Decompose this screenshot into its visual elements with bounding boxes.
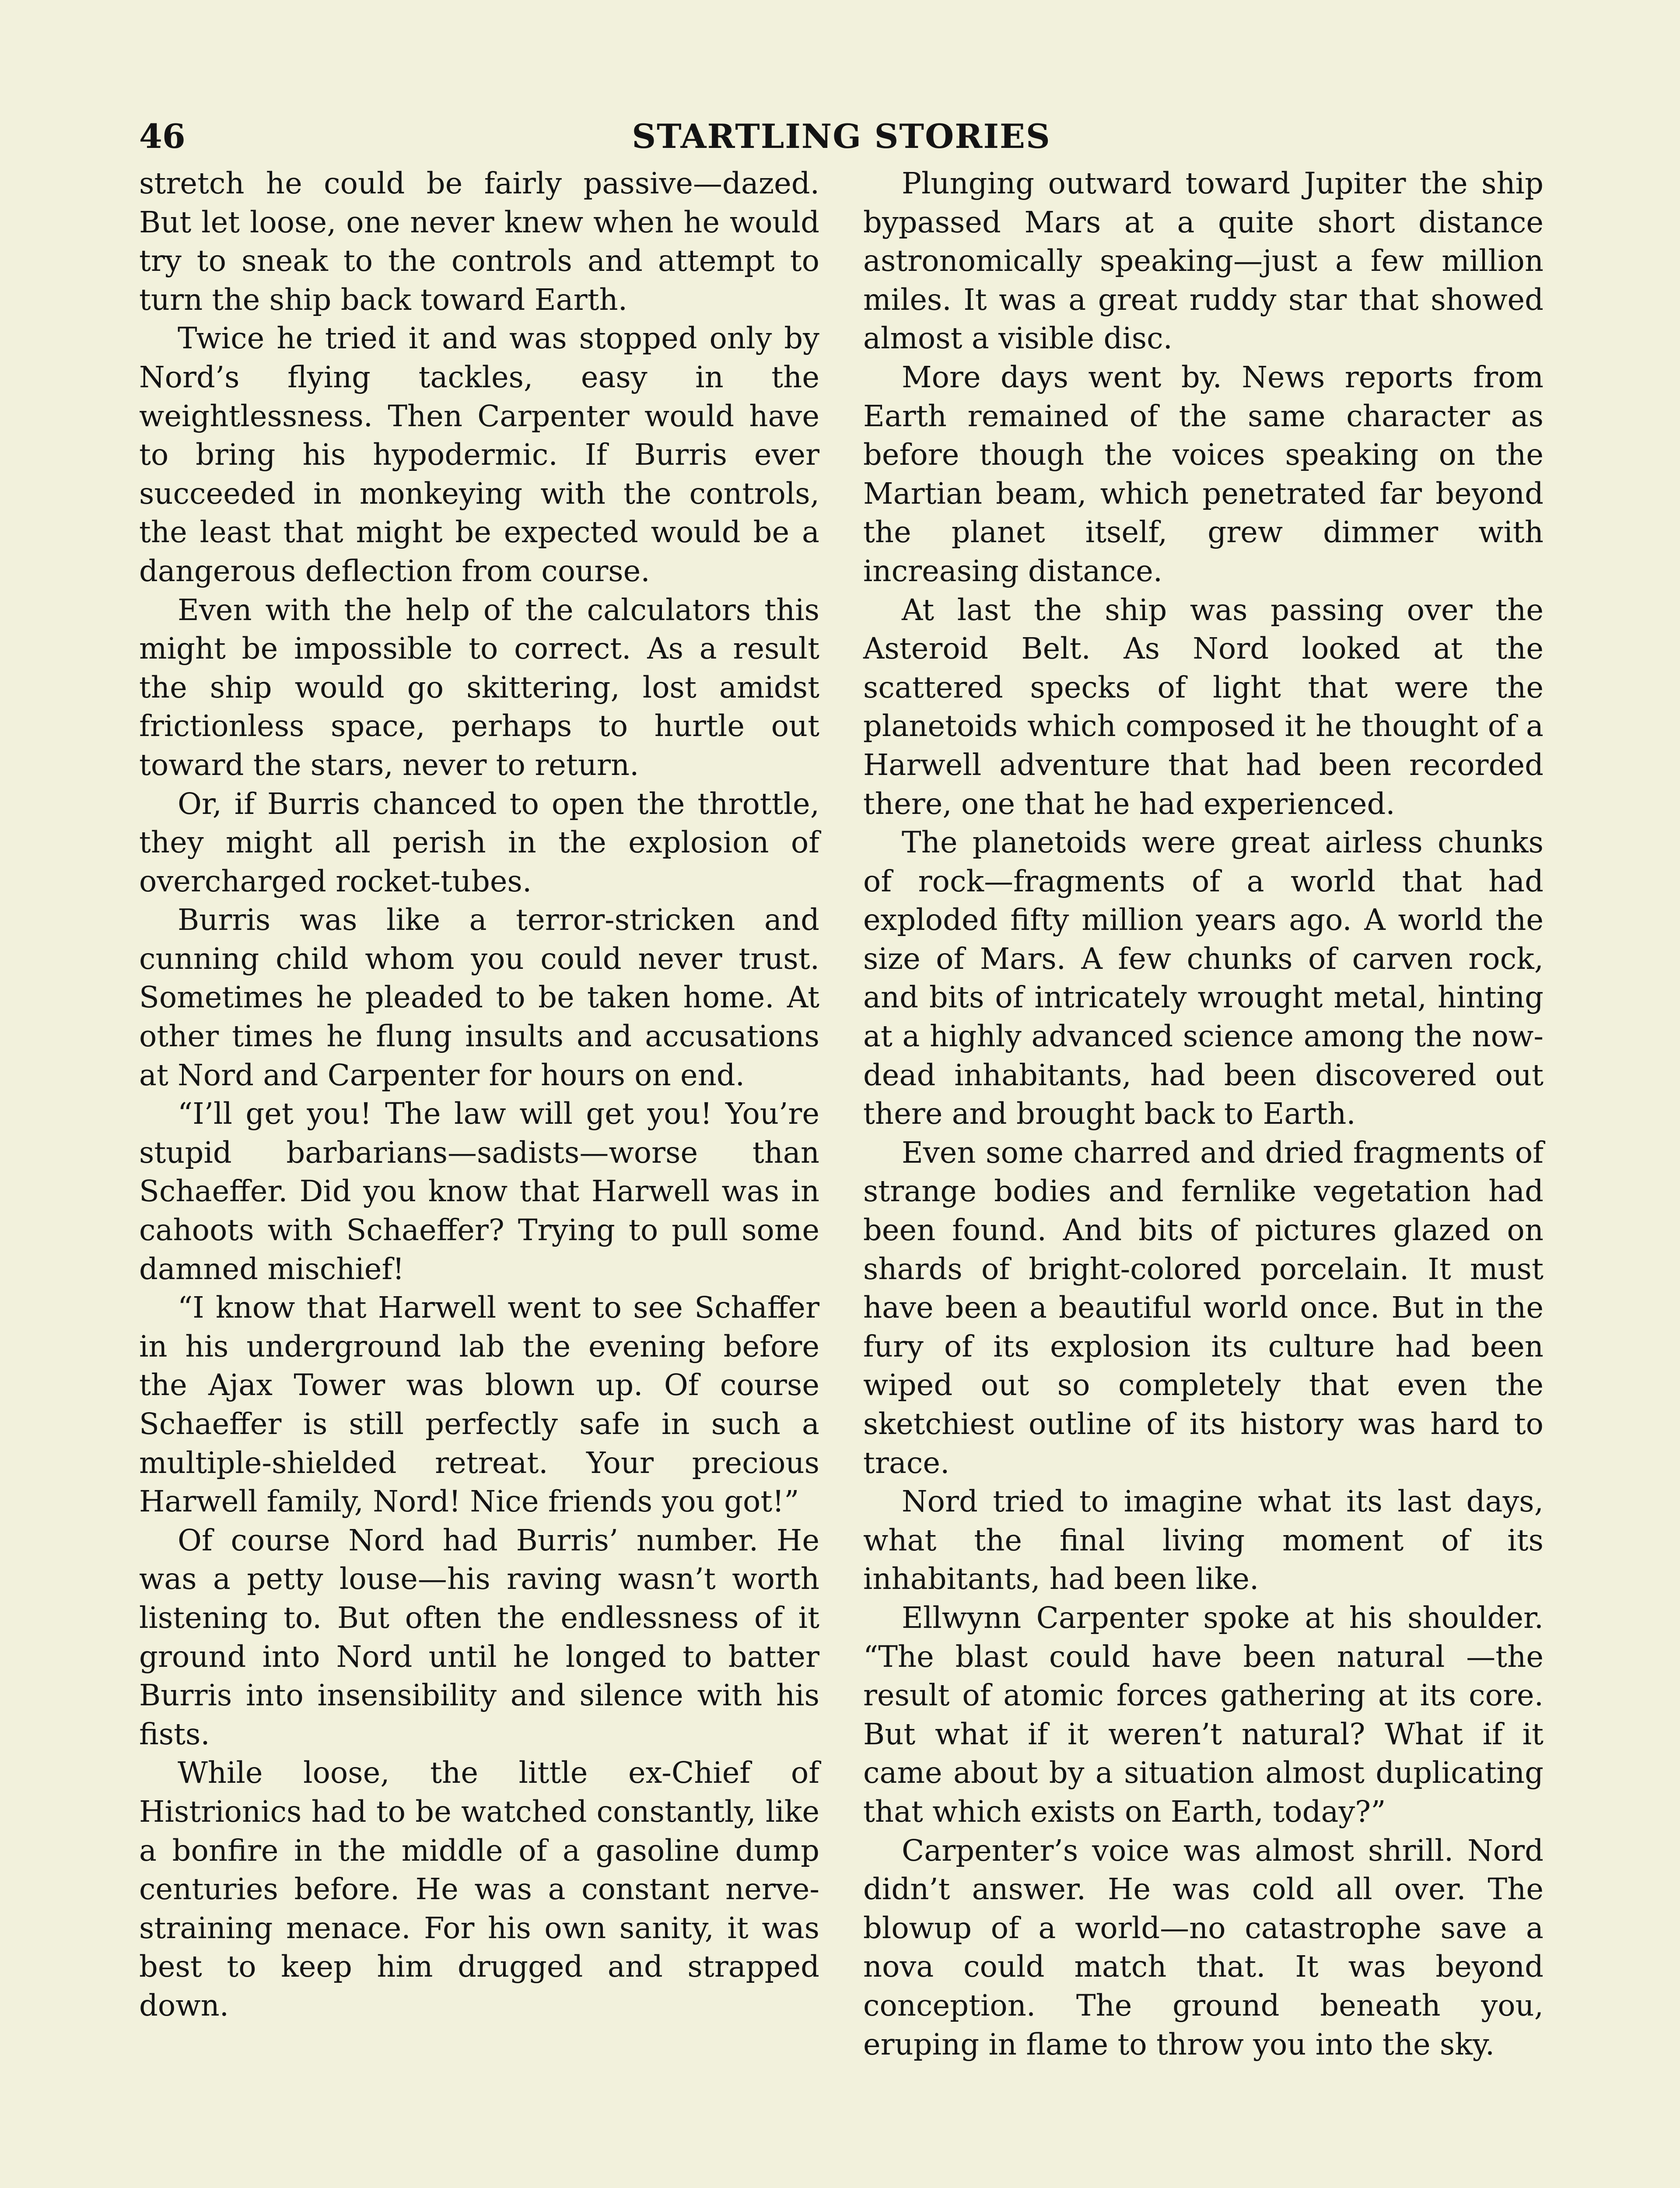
paragraph: “I’ll get you! The law will get you! You’re stupid barbarians—sadists—worse than Schaeffer. Did you know that Harwell was in cahoots with Schaeffer? Trying to pull some damned mischief!: [139, 1097, 819, 1286]
paragraph: Of course Nord had Burris’ number. He was a petty louse—his raving wasn’t worth listening to. But often the endlessness of it ground into Nord until he longed to batter Burris into insensibility and silence with his fists.: [139, 1523, 819, 1751]
running-head: [139, 115, 1544, 163]
paragraph: At last the ship was passing over the Asteroid Belt. As Nord looked at the scattered specks of light that were the planetoids which composed it he thought of a Harwell adventure that had been recorded there, one that he had experienced.: [863, 593, 1544, 821]
page-number: 46: [139, 117, 186, 156]
paragraph: Burris was like a terror-stricken and cunning child whom you could never trust. Sometimes he pleaded to be taken home. At other times he flung insults and accusations at Nord and Carpenter for hours on end.: [139, 903, 819, 1092]
paragraph: stretch he could be fairly passive—dazed. But let loose, one never knew when he would try to sneak to the controls and attempt to turn the ship back toward Earth.: [139, 166, 819, 317]
paragraph: Carpenter’s voice was almost shrill. Nord didn’t answer. He was cold all over. The blowup of a world—no catastrophe save a nova could match that. It was beyond conception. The ground beneath you, eruping in flame to throw you into the sky.: [863, 1833, 1544, 2062]
left-column: [139, 164, 819, 2025]
paragraph: Nord tried to imagine what its last days, what the final living moment of its inhabitants, had been like.: [863, 1484, 1544, 1596]
paragraph: Even with the help of the calculators this might be impossible to correct. As a result the ship would go skittering, lost amidst frictionless space, perhaps to hurtle out toward the stars, never to return.: [139, 593, 819, 782]
paragraph: “I know that Harwell went to see Schaffer in his underground lab the evening before the Ajax Tower was blown up. Of course Schaeffer is still perfectly safe in such a multiple-shielded retreat. Your precious Harwell family, Nord! Nice friends you got!”: [139, 1290, 819, 1519]
paragraph: More days went by. News reports from Earth remained of the same character as before though the voices speaking on the Martian beam, which penetrated far beyond the planet itself, grew dimmer with increasing distance.: [863, 360, 1544, 588]
right-column: [863, 164, 1544, 2064]
paragraph: Twice he tried it and was stopped only by Nord’s flying tackles, easy in the weightlessness. Then Carpenter would have to bring his hypodermic. If Burris ever succeeded in monkeying with the controls, the least that might be expected would be a dangerous deflection from course.: [139, 321, 819, 588]
magazine-title: STARTLING STORIES: [632, 117, 1051, 156]
paragraph: The planetoids were great airless chunks of rock—fragments of a world that had exploded fifty million years ago. A world the size of Mars. A few chunks of carven rock, and bits of intricately wrought metal, hinting at a highly advanced science among the now-dead inhabitants, had been discovered out there and brought back to Earth.: [863, 825, 1544, 1131]
paragraph: Even some charred and dried fragments of strange bodies and fernlike vegetation had been found. And bits of pictures glazed on shards of bright-colored porcelain. It must have been a beautiful world once. But in the fury of its explosion its culture had been wiped out so completely that even the sketchiest outline of its history was hard to trace.: [863, 1135, 1544, 1480]
paragraph: Or, if Burris chanced to open the throttle, they might all perish in the explosion of overcharged rocket-tubes.: [139, 786, 819, 898]
paragraph: While loose, the little ex-Chief of Histrionics had to be watched constantly, like a bonfire in the middle of a gasoline dump centuries before. He was a constant nerve-straining menace. For his own sanity, it was best to keep him drugged and strapped down.: [139, 1756, 819, 2023]
paragraph: Plunging outward toward Jupiter the ship bypassed Mars at a quite short distance astronomically speaking—just a few million miles. It was a great ruddy star that showed almost a visible disc.: [863, 166, 1544, 356]
paragraph: Ellwynn Carpenter spoke at his shoulder. “The blast could have been natural —the result of atomic forces gathering at its core. But what if it weren’t natural? What if it came about by a situation almost duplicating that which exists on Earth, today?”: [863, 1600, 1544, 1829]
